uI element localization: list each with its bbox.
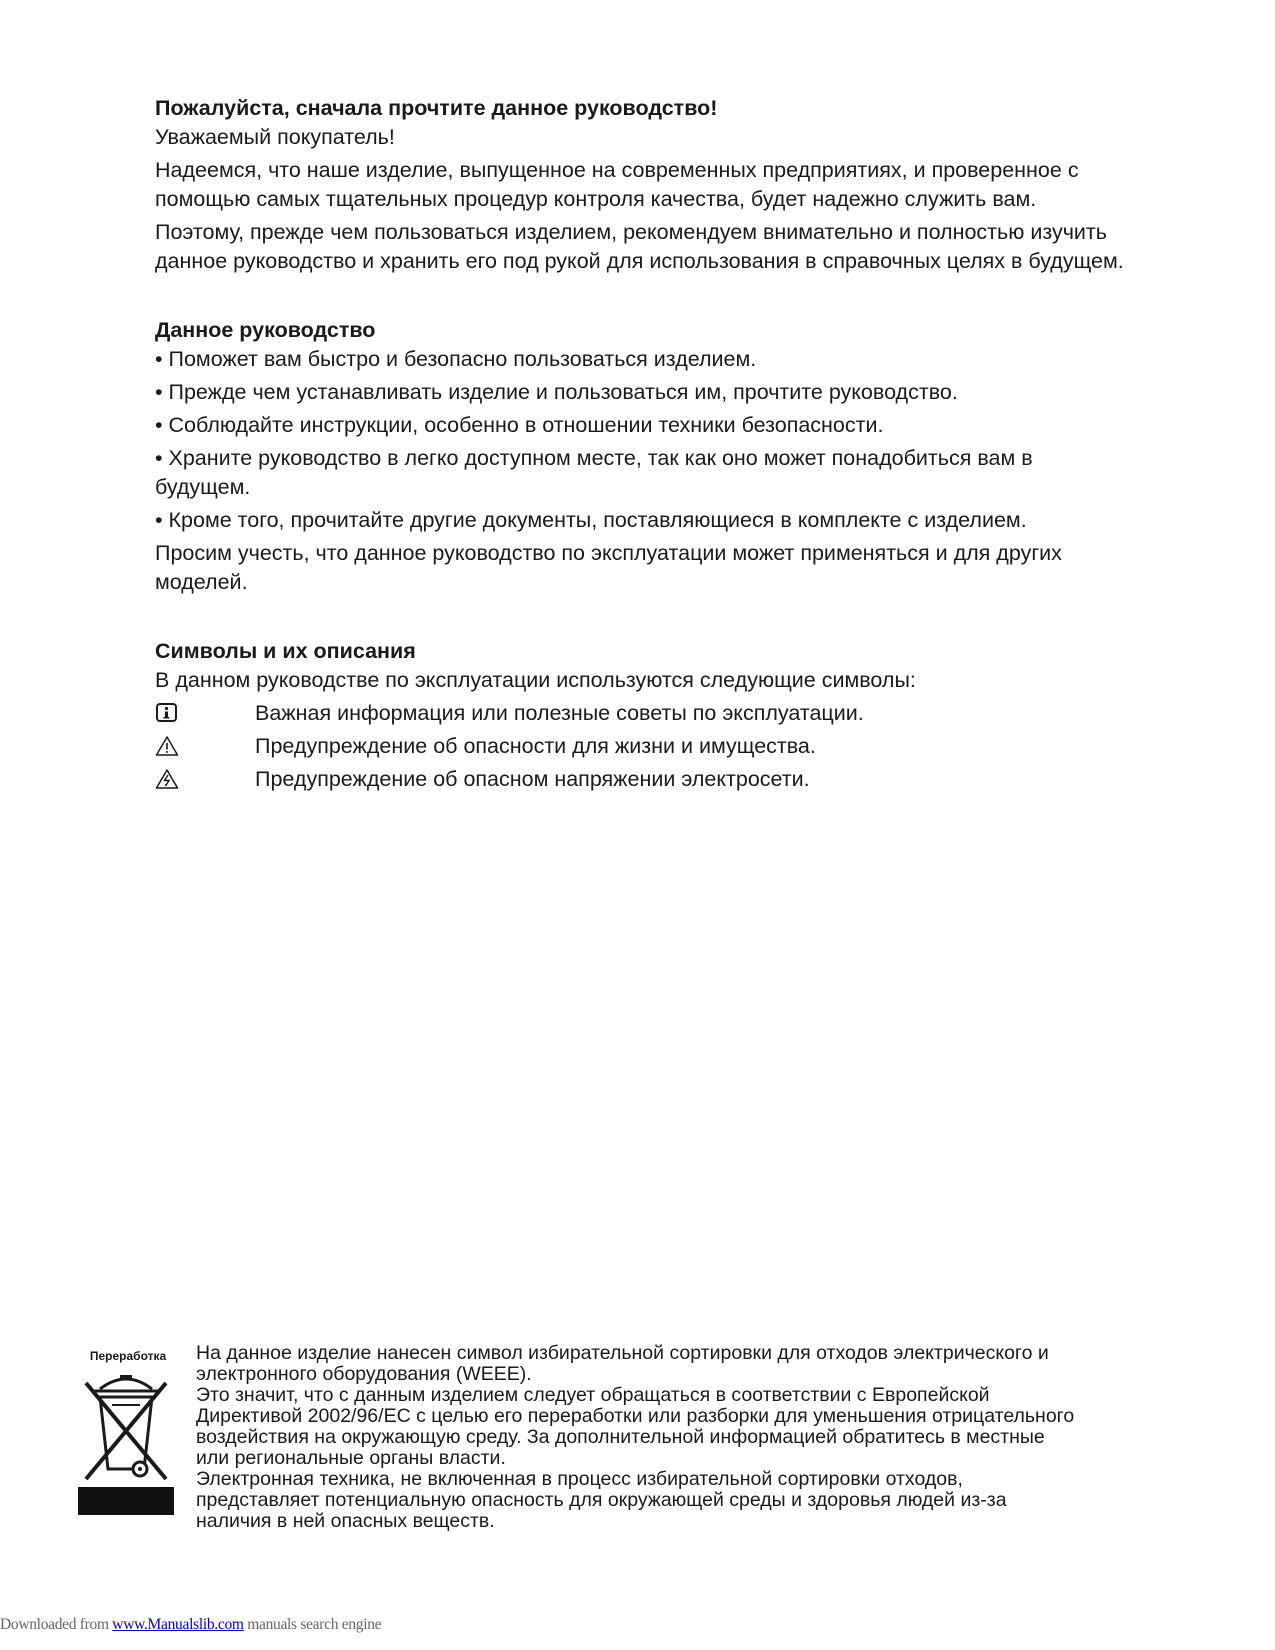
symbol-row-warning xyxy=(155,732,1125,765)
manualslib-link[interactable]: www.Manualslib.com xyxy=(112,1616,244,1633)
weee-line: Директивой 2002/96/EC с целью его переработки или разборки для уменьшения отрицательного xyxy=(196,1405,1075,1427)
info-icon xyxy=(155,702,179,724)
symbol-description: Важная информация или полезные советы по эксплуатации. xyxy=(255,701,864,725)
weee-line: электронного оборудования (WEEE). xyxy=(196,1363,532,1385)
intro-paragraph-2: Поэтому, прежде чем пользоваться изделием, рекомендуем внимательно и полностью изучить данное руководство и хранить его под рукой для использования в справочных целях в будущем. xyxy=(155,220,1124,273)
manual-bullet: • Кроме того, прочитайте другие документы, поставляющиеся в комплекте с изделием. xyxy=(155,508,1027,532)
manual-bullet: • Поможет вам быстро и безопасно пользоваться изделием. xyxy=(155,347,757,371)
recycling-label: Переработка xyxy=(89,1349,167,1363)
warning-triangle-icon xyxy=(155,735,179,757)
weee-line: или региональные органы власти. xyxy=(196,1447,506,1469)
manual-bullet: • Прежде чем устанавливать изделие и пользоваться им, прочтите руководство. xyxy=(155,380,958,404)
intro-greeting: Уважаемый покупатель! xyxy=(155,125,395,149)
manual-note: Просим учесть, что данное руководство по эксплуатации может применяться и для других моделей. xyxy=(155,541,1062,594)
symbols-section-heading: Символы и их описания xyxy=(155,639,416,663)
symbol-description: Предупреждение об опасном напряжении электросети. xyxy=(255,767,810,791)
weee-line: Это значит, что с данным изделием следует обращаться в соответствии с Европейской xyxy=(196,1384,990,1406)
download-footer xyxy=(0,1616,381,1634)
weee-line: На данное изделие нанесен символ избирательной сортировки для отходов электрического и xyxy=(196,1342,1049,1364)
crossed-bin-icon xyxy=(78,1367,174,1515)
symbols-intro: В данном руководстве по эксплуатации используются следующие символы: xyxy=(155,668,916,692)
intro-paragraph-1: Надеемся, что наше изделие, выпущенное на современных предприятиях, и проверенное с помощью самых тщательных процедур контроля качества, будет надежно служить вам. xyxy=(155,158,1079,211)
symbol-row-electric xyxy=(155,765,1125,798)
footer-suffix: manuals search engine xyxy=(243,1616,382,1633)
manual-section-heading: Данное руководство xyxy=(155,318,376,342)
electric-warning-icon xyxy=(155,768,179,790)
weee-line: воздействия на окружающую среду. За дополнительной информацией обратитесь в местные xyxy=(196,1426,1045,1448)
manual-bullet: • Соблюдайте инструкции, особенно в отношении техники безопасности. xyxy=(155,413,884,437)
manual-page-content xyxy=(155,94,1125,798)
intro-title: Пожалуйста, сначала прочтите данное руководство! xyxy=(155,96,718,120)
manual-bullet: • Храните руководство в легко доступном месте, так как оно может понадобиться вам в будущем. xyxy=(155,446,1033,499)
weee-notice xyxy=(196,1343,1196,1532)
weee-line: наличия в ней опасных веществ. xyxy=(196,1510,495,1532)
weee-line: представляет потенциальную опасность для окружающей среды и здоровья людей из-за xyxy=(196,1489,1007,1511)
footer-prefix: Downloaded from xyxy=(0,1616,113,1633)
symbol-description: Предупреждение об опасности для жизни и имущества. xyxy=(255,734,816,758)
weee-line: Электронная техника, не включенная в процесс избирательной сортировки отходов, xyxy=(196,1468,963,1490)
symbol-row-info xyxy=(155,699,1125,732)
